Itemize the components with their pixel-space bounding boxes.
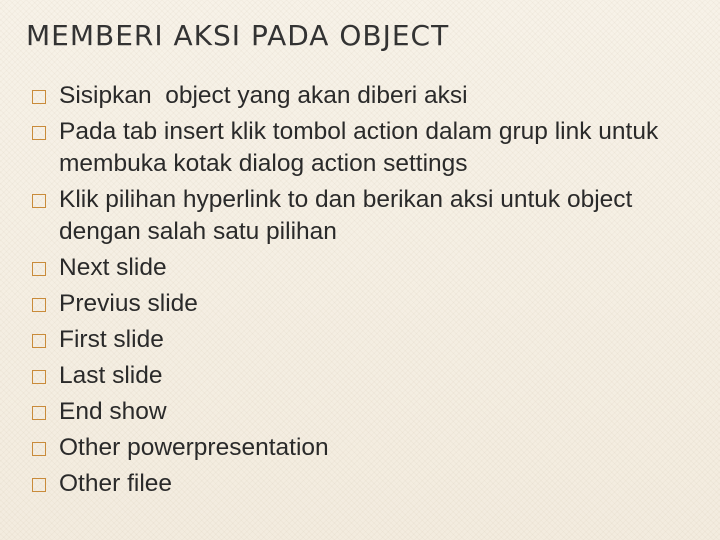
square-bullet-icon [32, 262, 46, 276]
bullet-text: Other filee [59, 470, 173, 497]
square-bullet-icon [32, 334, 46, 348]
bullet-text: Other powerpresentation [59, 434, 329, 461]
bullet-text: Sisipkan object yang akan diberi aksi [59, 82, 468, 109]
bullet-text: Pada tab insert klik tombol action dalam grup link untuk membuka kotak dialog action settings [59, 118, 666, 177]
slide-title: MEMBERI AKSI PADA OBJECT [26, 19, 450, 52]
list-item [32, 324, 702, 356]
list-item [32, 360, 702, 392]
bullet-list [32, 80, 702, 504]
bullet-text: Last slide [59, 362, 163, 389]
square-bullet-icon [32, 406, 46, 420]
square-bullet-icon [32, 298, 46, 312]
list-item [32, 116, 702, 180]
list-item [32, 468, 702, 500]
bullet-text: Klik pilihan hyperlink to dan berikan aksi untuk object dengan salah satu pilihan [59, 186, 640, 245]
square-bullet-icon [32, 442, 46, 456]
bullet-text: Previus slide [59, 290, 198, 317]
square-bullet-icon [32, 478, 46, 492]
list-item [32, 288, 702, 320]
list-item [32, 432, 702, 464]
list-item [32, 184, 702, 248]
list-item [32, 396, 702, 428]
list-item [32, 252, 702, 284]
square-bullet-icon [32, 90, 46, 104]
square-bullet-icon [32, 194, 46, 208]
bullet-text: Next slide [59, 254, 167, 281]
bullet-text: End show [59, 398, 167, 425]
bullet-text: First slide [59, 326, 164, 353]
square-bullet-icon [32, 126, 46, 140]
list-item [32, 80, 702, 112]
square-bullet-icon [32, 370, 46, 384]
